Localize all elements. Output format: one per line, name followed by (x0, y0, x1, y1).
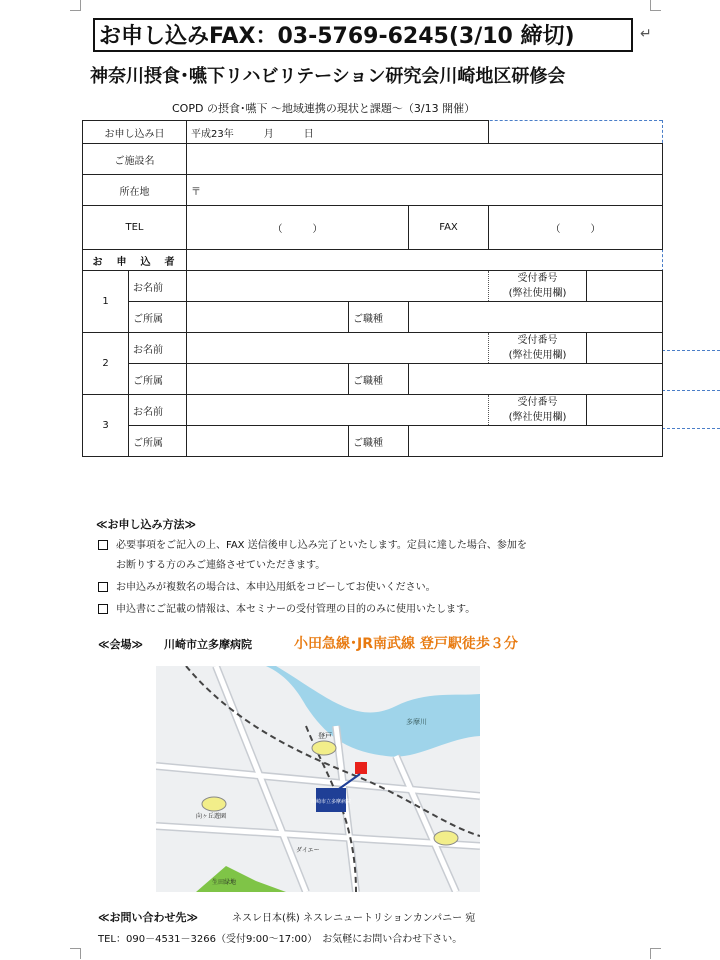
applicants-label: お 申 込 者 (83, 250, 187, 271)
job-label: ご職種 (349, 426, 409, 457)
reception-field (587, 333, 663, 364)
dept-field[interactable] (187, 426, 349, 457)
facility-row (83, 144, 663, 175)
venue-access: 小田急線･JR南武線 登戸駅徒歩３分 (294, 636, 518, 652)
crop-mark-top-right (650, 0, 661, 11)
date-row (83, 121, 663, 144)
tel-field[interactable]: （ ） (187, 206, 409, 250)
applicant-number: 1 (83, 271, 129, 333)
reception-field (587, 271, 663, 302)
name-field[interactable] (187, 271, 489, 302)
tel-fax-row (83, 206, 663, 250)
address-row (83, 175, 663, 206)
job-field[interactable] (409, 364, 663, 395)
contact-phone: TEL：090－4531－3266（受付9:00～17:00） お気軽にお問い合わせ下さい。 (98, 934, 463, 945)
reception-note: (弊社使用欄) (508, 412, 567, 423)
method-note-1-cont: お断りする方のみご連絡させていただきます。 (116, 560, 326, 571)
dept-label: ご所属 (129, 364, 187, 395)
reception-field (587, 395, 663, 426)
venue-heading: ≪会場≫ (98, 638, 144, 651)
seminar-subtitle: COPD の摂食･嚥下 ～地域連携の現状と課題～（3/13 開催） (172, 102, 476, 115)
crop-mark-bottom-left (70, 948, 81, 959)
map-label-daiei: ダイエー (296, 847, 320, 854)
address-label: 所在地 (83, 175, 187, 206)
contact-heading: ≪お問い合わせ先≫ (98, 911, 199, 924)
empty-cell (187, 250, 663, 271)
method-note-1 (98, 536, 527, 551)
organization-title: 神奈川摂食･嚥下リハビリテーション研究会川崎地区研修会 (90, 66, 566, 87)
map-label-mukogaoka: 向ヶ丘遊園 (196, 813, 227, 820)
checkbox-icon (98, 604, 108, 614)
dept-label: ご所属 (129, 302, 187, 333)
applicants-header-row (83, 250, 663, 271)
applicant-number: 2 (83, 333, 129, 395)
reception-number-label: 受付番号 (517, 273, 558, 284)
job-label: ご職種 (349, 364, 409, 395)
map-label-hospital: 川崎市立多摩病院 (310, 799, 352, 805)
name-label: お名前 (129, 271, 187, 302)
crop-mark-top-left (70, 0, 81, 11)
checkbox-icon (98, 582, 108, 592)
facility-field[interactable] (187, 144, 663, 175)
method-note-2 (98, 578, 436, 593)
applicant-3-name-row (83, 395, 663, 426)
name-field[interactable] (187, 333, 489, 364)
reception-label (489, 333, 587, 364)
facility-label: ご施設名 (83, 144, 187, 175)
reception-note: (弊社使用欄) (508, 288, 567, 299)
job-field[interactable] (409, 426, 663, 457)
checkbox-icon (98, 540, 108, 550)
crop-mark-bottom-right (650, 948, 661, 959)
method-heading: ≪お申し込み方法≫ (96, 518, 197, 531)
map-label-river: 多摩川 (406, 718, 427, 726)
applicant-1-dept-row (83, 302, 663, 333)
dept-label: ご所属 (129, 426, 187, 457)
station-marker (434, 831, 458, 845)
venue-location-marker (355, 762, 367, 774)
dept-field[interactable] (187, 364, 349, 395)
venue-name: 川崎市立多摩病院 (164, 638, 252, 651)
paragraph-return-icon: ↵ (640, 26, 652, 42)
applicant-3-dept-row (83, 426, 663, 457)
reception-label (489, 395, 587, 426)
applicant-2-name-row (83, 333, 663, 364)
contact-organization: ネスレ日本(株) ネスレニュートリションカンパニー 宛 (232, 913, 476, 924)
method-note-text: お申込みが複数名の場合は、本申込用紙をコピーしてお使いください。 (116, 582, 436, 593)
applicant-2-dept-row (83, 364, 663, 395)
name-label: お名前 (129, 333, 187, 364)
fax-field[interactable]: （ ） (489, 206, 663, 250)
method-note-text: 必要事項をご記入の上、FAX 送信後申し込み完了といたします。定員に達した場合、参加を (116, 540, 527, 551)
station-marker (202, 797, 226, 811)
reception-note: (弊社使用欄) (508, 350, 567, 361)
reception-number-label: 受付番号 (517, 335, 558, 346)
method-note-3 (98, 600, 475, 615)
address-field[interactable]: 〒 (187, 175, 663, 206)
reception-label (489, 271, 587, 302)
name-label: お名前 (129, 395, 187, 426)
method-note-text: 申込書にご記載の情報は、本セミナーの受付管理の目的のみに使用いたします。 (116, 604, 476, 615)
station-marker (312, 741, 336, 755)
map-label-ikuta: 生田緑地 (212, 879, 237, 886)
dept-field[interactable] (187, 302, 349, 333)
job-label: ご職種 (349, 302, 409, 333)
map-graphic (156, 666, 480, 892)
fax-deadline-heading: お申し込みFAX：03-5769-6245(3/10 締切) (93, 18, 633, 52)
empty-cell (489, 121, 663, 144)
text-boundary-line (662, 350, 720, 351)
application-form-table (82, 120, 663, 457)
date-field[interactable]: 平成23年 月 日 (187, 121, 489, 144)
tel-label: TEL (83, 206, 187, 250)
fax-label: FAX (409, 206, 489, 250)
name-field[interactable] (187, 395, 489, 426)
text-boundary-line (662, 428, 720, 429)
job-field[interactable] (409, 302, 663, 333)
date-label: お申し込み日 (83, 121, 187, 144)
applicant-number: 3 (83, 395, 129, 457)
venue-map (156, 666, 480, 892)
map-label-noborito: 登戸 (318, 732, 332, 740)
reception-number-label: 受付番号 (517, 397, 558, 408)
text-boundary-line (662, 390, 720, 391)
applicant-1-name-row (83, 271, 663, 302)
